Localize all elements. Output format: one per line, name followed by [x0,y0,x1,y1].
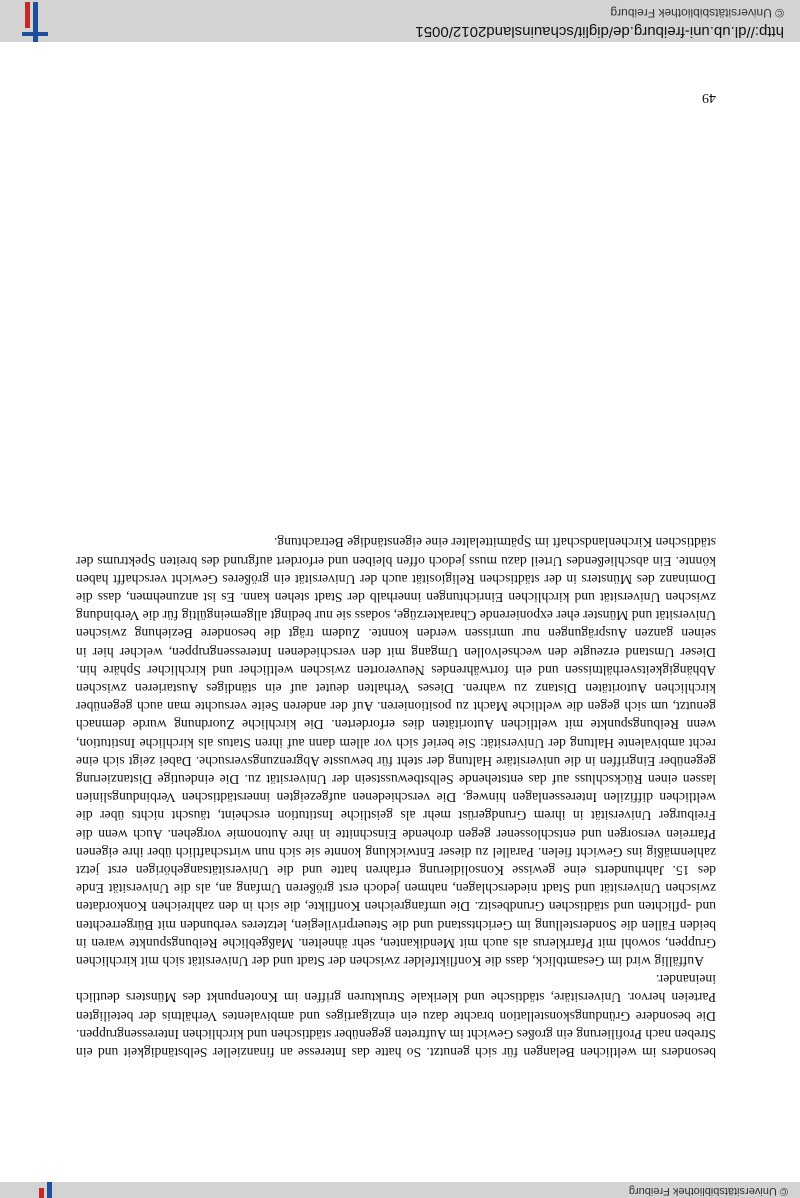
header-copyright: © Universitätsbibliothek Freiburg [628,1185,788,1197]
footer-copyright: © Universitätsbibliothek Freiburg [610,6,784,20]
permalink-url[interactable]: http://dl.ub.uni-freiburg.de/diglit/schauinsland2012/0051 [415,23,784,40]
footer-bar [0,0,800,42]
library-logo-icon [24,1182,66,1198]
library-logo-icon [14,2,56,42]
body-text [76,533,716,1061]
paragraph: besonders im weltlichen Belangen für sich genutzt. So hatte das Interesse an finanzieller Selbständigkeit und ein Streben nach Profilierung ein großes Gewicht im Auftreten gegenüber städtischen und kirchlichen Interessengruppen. Die besondere Gründungskonstellation brachte dazu ein einzigartiges und ambivalentes Verhältnis der beteiligten Parteien hervor. Universitäre, städtische und klerikale Strukturen griffen im Knotenpunkt des Münsters deutlich ineinander. [76,972,716,1060]
paragraph: Auffällig wird im Gesamtblick, dass die Konfliktfelder zwischen der Stadt und der Universität sich mit kirchlichen Gruppen, sowohl mit Pfarrklerus als auch mit Mendikanten, sehr ähnelten. Maßgebliche Reibungspunkte waren in beiden Fällen die Sonderstellung im Gerichtsstand und die Steuerprivilegien, letzteres verbunden mit Bürgerrechten und -pflichten und städtischen Grundbesitz. Die umfangreichen Konflikte, die sich in den zahlreichen Konkordaten zwischen Universität und Stadt niederschlagen, nahmen jedoch erst größeren Umfang an, als die Universität Ende des 15. Jahrhunderts eine gewisse Konsolidierung erfahren hatte und die Universitätsangehörigen erst jetzt zahlenmäßig ins Gewicht fielen. Parallel zu dieser Entwicklung konnte sie sich nun wirtschaftlich über ihre eigenen Pfarreien versorgen und entschlossener gegen drohende Einschnitte in ihre Autonomie vorgehen. Auch wenn die Freiburger Universität in ihrem Grundgerüst mehr als geistliche Institution erscheint, täuscht nichts über die weltlichen diffizilen Interessenlagen hinweg. Die verschiedenen aufgezeigten innerstädtischen Verbindungslinien lassen einen Rückschluss auf das entstehende Selbstbewusstsein der Universität zu. Die eindeutige Distanzierung gegenüber Eingriffen in die universitäre Haltung der steht für bewusste Abgrenzungsversuche. Dabei zeigt sich eine recht ambivalente Haltung der Universität: Sie berief sich vor allem dann auf ihren Status als kirchliche Institution, wenn Reibungspunkte mit weltlichen Autoritäten dies erforderten. Die kirchliche Zuordnung wurde demnach genutzt, um sich gegen die weltliche Macht zu positionieren. Auf der anderen Seite versuchte man auch gegenüber kirchlichen Autoritäten Distanz zu wahren. Dieses Verhalten deutet auf ein ständiges Austarieren zwischen Abhängigkeitsverhältnissen und ein fortwährendes Neuverorten zwischen weltlicher und kirchlicher Sphäre hin. Dieser Umstand erzeugte den wechselvollen Umgang mit den verschiedenen Interessengruppen, welcher hier in seinen ganzen Ausprägungen nur umrissen werden konnte. Zudem trägt die besondere Beziehung zwischen Universität und Münster eher exponierende Charakterzüge, sodass sie nur bedingt allgemeingültig für die Verbindung zwischen Universität und kirchlichen Einrichtungen innerhalb der Stadt stehen kann. Es ist anzunehmen, dass die Dominanz des Münsters in der städtischen Religiosität auch der Universität ein größeres Gewicht verschafft haben könnte. Ein abschließendes Urteil dazu muss jedoch offen bleiben und erfordert aufgrund des breiten Spektrums der städtischen Kirchenlandschaft im Spätmittelalter eine eigenständige Betrachtung. [76,535,716,969]
header-bar [0,1182,800,1198]
page-number: 49 [702,90,716,105]
